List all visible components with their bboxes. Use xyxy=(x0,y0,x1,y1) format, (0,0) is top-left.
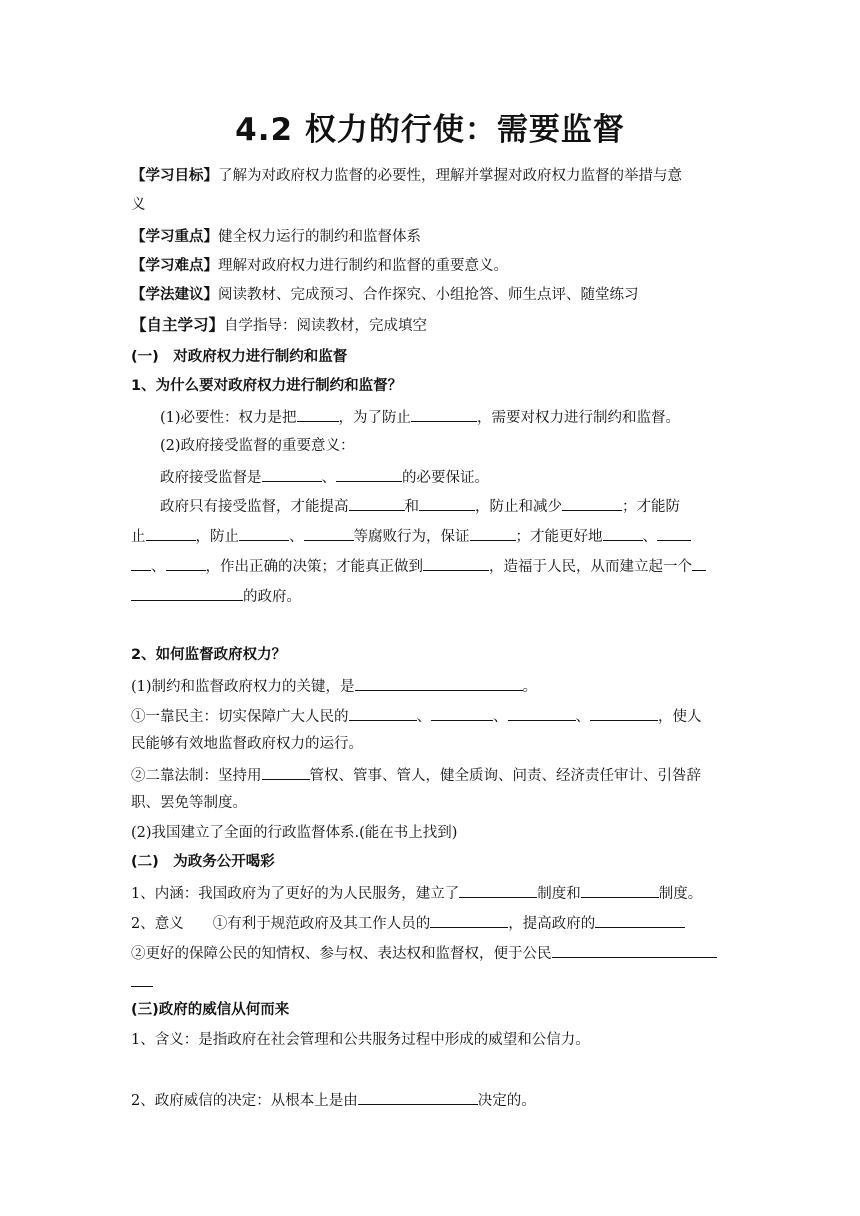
blank[interactable] xyxy=(262,467,322,482)
blank[interactable] xyxy=(262,765,310,780)
blank[interactable] xyxy=(692,556,706,571)
blank[interactable] xyxy=(562,496,622,511)
blank[interactable] xyxy=(355,676,523,691)
focus-label: 【学习重点】 xyxy=(131,229,218,245)
focus-text: 健全权力运行的制约和监督体系 xyxy=(218,229,421,245)
blank[interactable] xyxy=(657,526,691,541)
blank[interactable] xyxy=(131,972,153,987)
rule-of-law-line: ②二靠法制：坚持用 管权、管事、管人，健全质询、问责、经济责任审计、引咎辞 xyxy=(131,765,701,785)
blank[interactable] xyxy=(349,496,405,511)
blank[interactable] xyxy=(358,1090,478,1105)
supervision-system-line: (2)我国建立了全面的行政监督体系.(能在书上找到) xyxy=(131,825,458,841)
blank[interactable] xyxy=(419,496,475,511)
question-2: 2、如何监督政府权力？ xyxy=(131,647,287,663)
section-2-heading: (二) 为政务公开喝彩 xyxy=(131,854,275,870)
blank[interactable] xyxy=(508,706,576,721)
prestige-decision-line: 2、政府威信的决定：从根本上是由 决定的。 xyxy=(131,1090,536,1110)
blank[interactable] xyxy=(146,526,196,541)
page-title: 4.2 权力的行使：需要监督 xyxy=(235,112,625,148)
question-1: 1、为什么要对政府权力进行制约和监督？ xyxy=(131,378,403,394)
difficulty-line xyxy=(131,257,508,275)
democracy-line: ①一靠民主：切实保障广大人民的 、 、 、 ，使人 xyxy=(131,706,702,726)
goal-text: 了解为对政府权力监督的必要性，理解并掌握对政府权力监督的举措与意 xyxy=(218,168,682,184)
connotation-line: 1、内涵：我国政府为了更好的为人民服务，建立了 制度和 制度。 xyxy=(131,883,702,903)
blank[interactable] xyxy=(297,407,339,422)
key-line: (1)制约和监督政府权力的关键，是 。 xyxy=(131,676,537,696)
significance-heading: (2)政府接受监督的重要意义： xyxy=(160,438,355,454)
blank[interactable] xyxy=(431,706,493,721)
blank[interactable] xyxy=(423,556,489,571)
method-label: 【学法建议】 xyxy=(131,287,218,303)
self-study-label: 【自主学习】 xyxy=(131,316,225,334)
method-text: 阅读教材、完成预习、合作探究、小组抢答、师生点评、随堂练习 xyxy=(218,287,639,303)
blank[interactable] xyxy=(131,556,151,571)
paragraph-line-4: 的政府。 xyxy=(131,586,301,606)
blank[interactable] xyxy=(239,526,289,541)
blank[interactable] xyxy=(581,883,659,898)
meaning-line: 2、意义 ①有利于规范政府及其工作人员的 ，提高政府的 xyxy=(131,913,685,933)
meaning-line-2: ②更好的保障公民的知情权、参与权、表达权和监督权，便于公民 xyxy=(131,943,717,963)
blank[interactable] xyxy=(459,883,537,898)
blank[interactable] xyxy=(590,706,658,721)
self-study-line xyxy=(131,316,427,335)
focus-line xyxy=(131,228,421,246)
goal-line-2: 义 xyxy=(131,197,146,213)
goal-line xyxy=(131,167,682,185)
blank[interactable] xyxy=(349,706,417,721)
self-study-text: 自学指导：阅读教材，完成填空 xyxy=(224,318,428,334)
paragraph-line-1: 政府只有接受监督，才能提高 和 ，防止和减少 ；才能防 xyxy=(160,496,680,516)
guarantee-line: 政府接受监督是 、 的必要保证。 xyxy=(160,467,489,487)
blank[interactable] xyxy=(552,943,717,958)
prestige-meaning-line: 1、含义：是指政府在社会管理和公共服务过程中形成的威望和公信力。 xyxy=(131,1032,590,1048)
blank[interactable] xyxy=(131,586,243,601)
meaning-line-3 xyxy=(131,972,153,992)
section-1-heading: (一) 对政府权力进行制约和监督 xyxy=(131,349,348,365)
difficulty-label: 【学习难点】 xyxy=(131,258,218,274)
democracy-line-2: 民能够有效地监督政府权力的运行。 xyxy=(131,736,363,752)
paragraph-line-2: 止 ，防止 、 等腐败行为，保证 ；才能更好地 、 xyxy=(131,526,691,546)
blank[interactable] xyxy=(166,556,206,571)
blank[interactable] xyxy=(336,467,402,482)
blank[interactable] xyxy=(304,526,354,541)
blank[interactable] xyxy=(595,913,685,928)
difficulty-text: 理解对政府权力进行制约和监督的重要意义。 xyxy=(218,258,508,274)
rule-of-law-line-2: 职、罢免等制度。 xyxy=(131,795,247,811)
blank[interactable] xyxy=(430,913,508,928)
necessity-line: (1)必要性：权力是把 ，为了防止 ，需要对权力进行制约和监督。 xyxy=(160,407,680,427)
section-3-heading: (三)政府的威信从何而来 xyxy=(131,1002,290,1018)
blank[interactable] xyxy=(470,526,516,541)
paragraph-line-3: 、 ，作出正确的决策；才能真正做到 ，造福于人民，从而建立起一个 xyxy=(131,556,706,576)
blank[interactable] xyxy=(411,407,477,422)
method-line xyxy=(131,286,639,304)
blank[interactable] xyxy=(603,526,643,541)
goal-label: 【学习目标】 xyxy=(131,168,218,184)
